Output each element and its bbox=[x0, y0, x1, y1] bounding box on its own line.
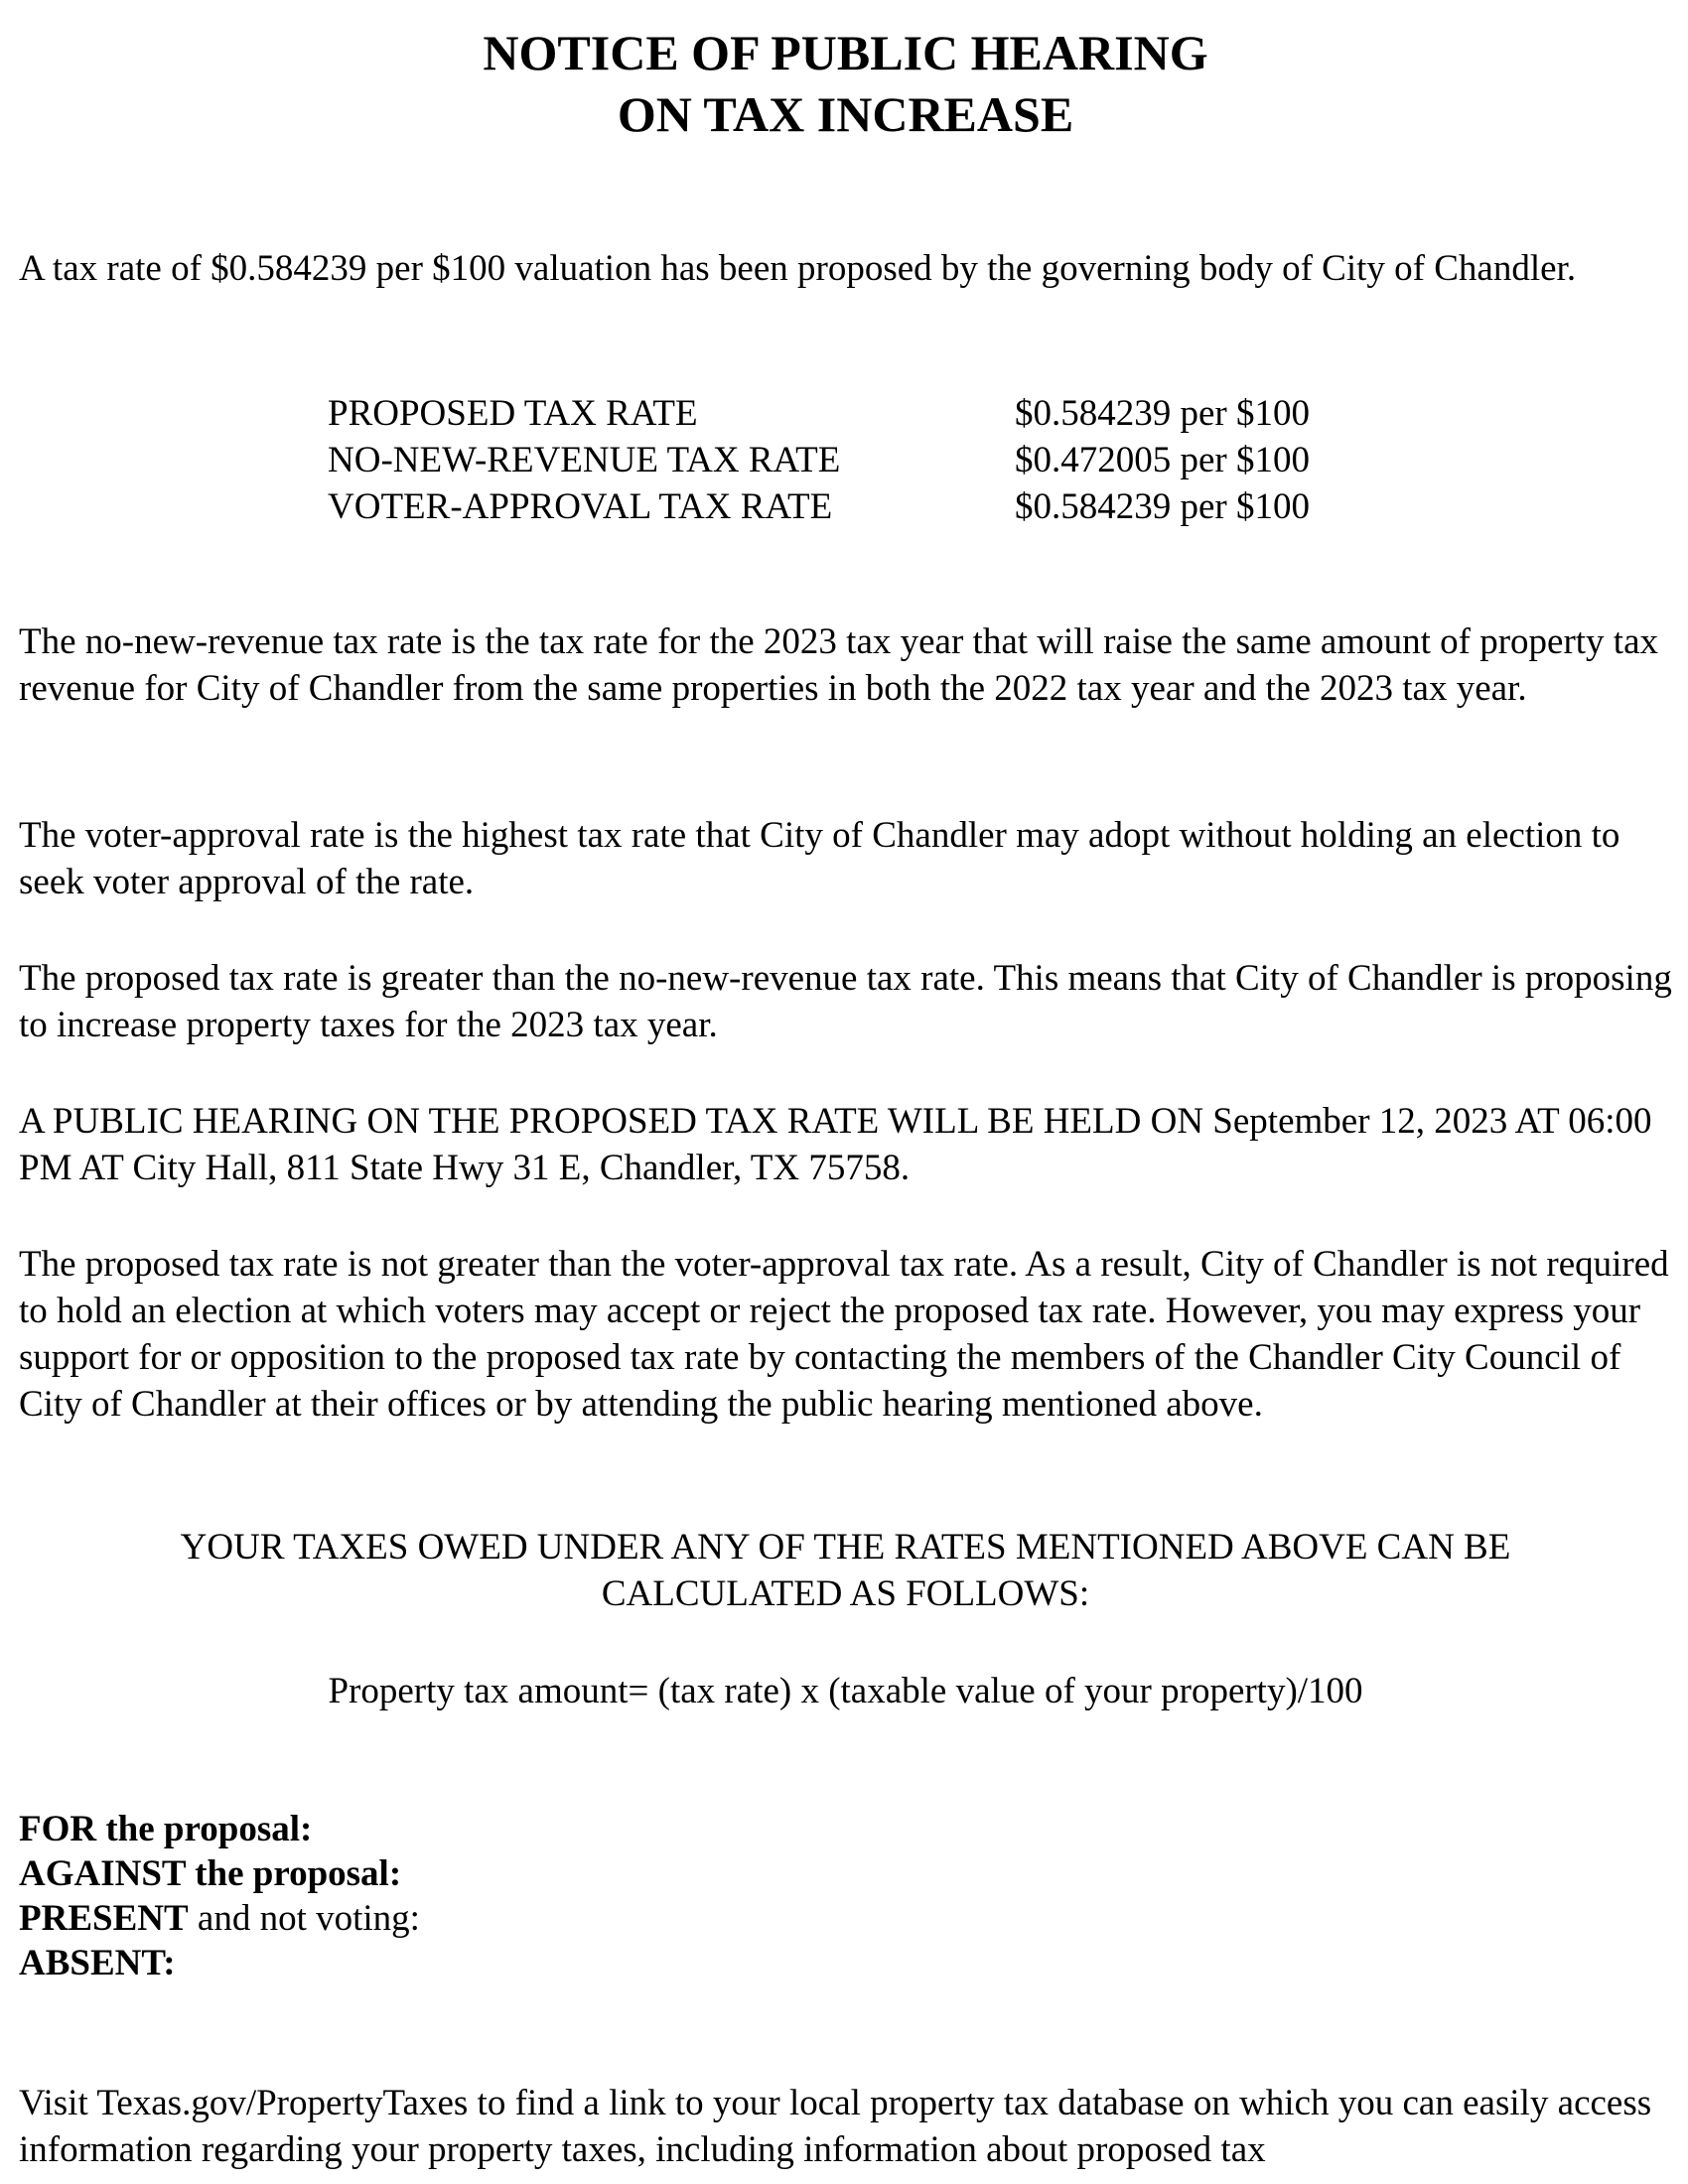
public-hearing-paragraph: A PUBLIC HEARING ON THE PROPOSED TAX RATE WILL BE HELD ON September 12, 2023 AT 06:00 PM AT City Hall, 811 State Hwy 31 E, Chandler, TX 75758. bbox=[19, 1101, 1652, 1188]
calculation-heading: YOUR TAXES OWED UNDER ANY OF THE RATES MENTIONED ABOVE CAN BE CALCULATED AS FOLLOWS: bbox=[180, 1527, 1511, 1614]
title-line-1: NOTICE OF PUBLIC HEARING bbox=[483, 25, 1208, 80]
vote-present-text: and not voting: bbox=[188, 1898, 420, 1939]
vote-absent: ABSENT: bbox=[19, 1943, 176, 1983]
vote-present-label: PRESENT bbox=[19, 1898, 189, 1939]
tax-formula: Property tax amount= (tax rate) x (taxable value of your property)/100 bbox=[328, 1671, 1363, 1711]
tax-rate-table bbox=[328, 390, 1420, 530]
rate-row-no-new-revenue bbox=[328, 437, 1420, 483]
rate-row-voter-approval bbox=[328, 483, 1420, 530]
rate-label: PROPOSED TAX RATE bbox=[328, 393, 698, 434]
rate-label: NO-NEW-REVENUE TAX RATE bbox=[328, 440, 841, 480]
no-new-revenue-paragraph: The no-new-revenue tax rate is the tax rate for the 2023 tax year that will raise the same amount of property tax revenue for City of Chandler from the same properties in both the 2022 tax year and the 2023 tax year. bbox=[19, 621, 1658, 709]
voter-approval-paragraph: The voter-approval rate is the highest tax rate that City of Chandler may adopt without holding an election to seek voter approval of the rate. bbox=[19, 815, 1620, 902]
notice-title bbox=[19, 22, 1672, 145]
intro-paragraph: A tax rate of $0.584239 per $100 valuation has been proposed by the governing body of City of Chandler. bbox=[19, 248, 1577, 289]
rate-value: $0.472005 per $100 bbox=[1015, 440, 1310, 480]
vote-for: FOR the proposal: bbox=[19, 1809, 313, 1849]
rate-row-proposed bbox=[328, 390, 1420, 437]
rate-value: $0.584239 per $100 bbox=[1015, 486, 1310, 527]
vote-against: AGAINST the proposal: bbox=[19, 1853, 402, 1894]
title-line-2: ON TAX INCREASE bbox=[617, 86, 1074, 142]
vote-present bbox=[19, 1896, 420, 1941]
not-greater-paragraph: The proposed tax rate is not greater than the voter-approval tax rate. As a result, City of Chandler is not required to hold an election at which voters may accept or reject the proposed tax rate. However, you may express your support for or opposition to the proposed tax rate by contacting the members of the Chandler City Council of City of Chandler at their offices or by attending the public hearing mentioned above. bbox=[19, 1244, 1669, 1425]
visit-website-paragraph: Visit Texas.gov/PropertyTaxes to find a link to your local property tax database on which you can easily access information regarding your property taxes, including information about proposed tax bbox=[19, 2083, 1652, 2170]
vote-record bbox=[19, 1807, 420, 1985]
greater-than-paragraph: The proposed tax rate is greater than the no-new-revenue tax rate. This means that City of Chandler is proposing to increase property taxes for the 2023 tax year. bbox=[19, 958, 1672, 1045]
rate-value: $0.584239 per $100 bbox=[1015, 393, 1310, 434]
rate-label: VOTER-APPROVAL TAX RATE bbox=[328, 486, 833, 527]
notice-page bbox=[19, 0, 1672, 2184]
